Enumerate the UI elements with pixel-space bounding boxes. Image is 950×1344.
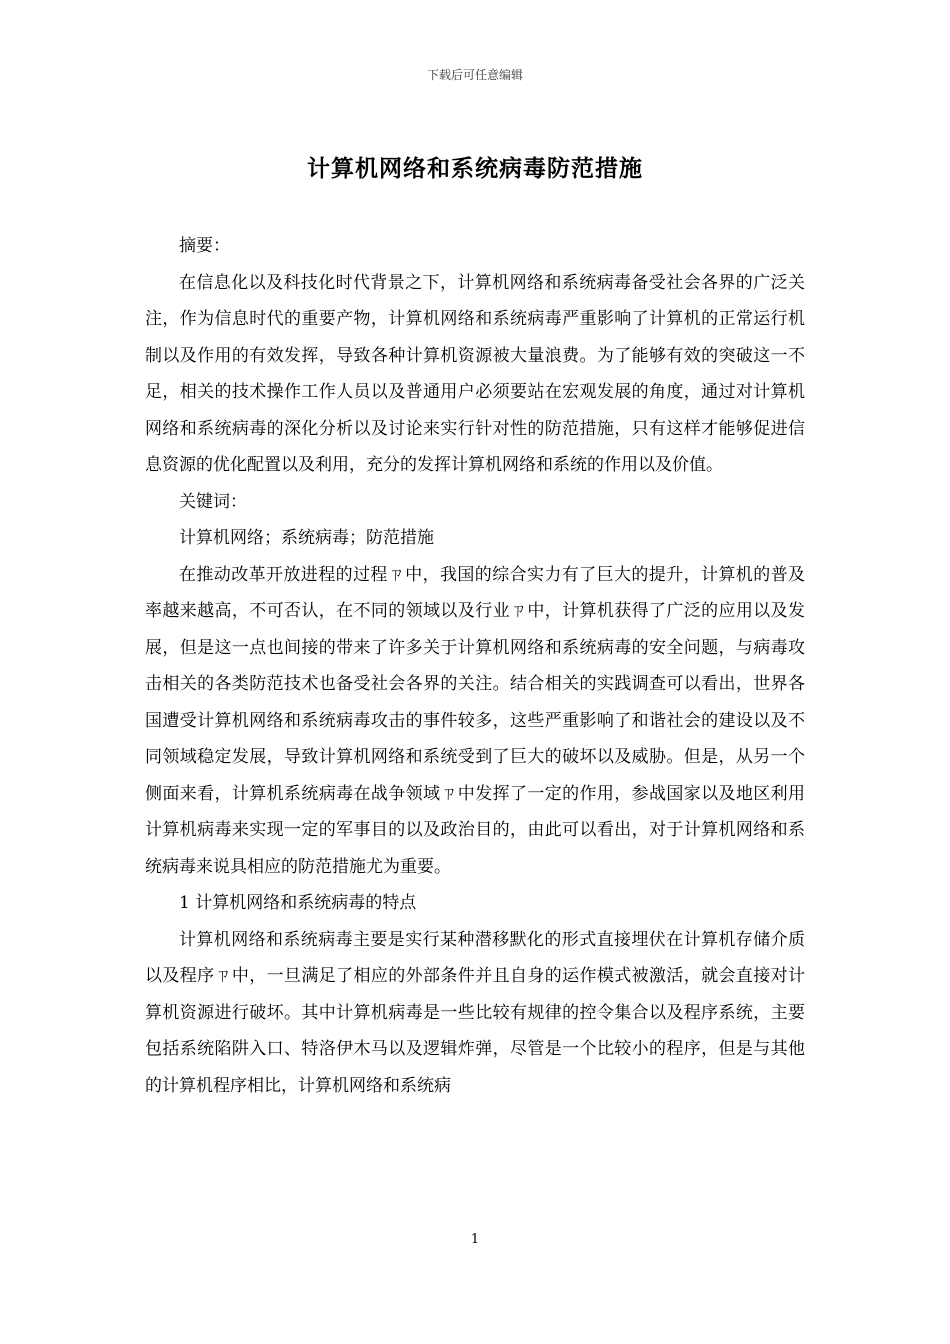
keywords-list: 计算机网络；系统病毒；防范措施	[179, 528, 434, 548]
section-paragraph: 计算机网络和系统病毒主要是实行某种潜移默化的形式直接埋伏在计算机存储介质以及程序ㄗ中，一旦满足了相应的外部条件并且自身的运作模式被激活，就会直接对计算机资源进行破坏。其中计算机病毒是一些比较有规律的控令集合以及程序系统，主要包括系统陷阱入口、特洛伊木马以及逻辑炸弹，尽管是一个比较小的程序，但是与其他的计算机程序相比，计算机网络和系统病	[145, 929, 805, 1096]
intro-paragraph: 在推动改革开放进程的过程ㄗ中，我国的综合实力有了巨大的提升，计算机的普及率越来越高，不可否认，在不同的领域以及行业ㄗ中，计算机获得了广泛的应用以及发展，但是这一点也间接的带来了许多关于计算机网络和系统病毒的安全问题，与病毒攻击相关的各类防范技术也备受社会各界的关注。结合相关的实践调查可以看出，世界各国遭受计算机网络和系统病毒攻击的事件较多，这些严重影响了和谐社会的建设以及不同领域稳定发展，导致计算机网络和系统受到了巨大的破坏以及威胁。但是，从另一个侧面来看，计算机系统病毒在战争领域ㄗ中发挥了一定的作用，参战国家以及地区利用计算机病毒来实现一定的军事目的以及政治目的，由此可以看出，对于计算机网络和系统病毒来说具相应的防范措施尤为重要。	[145, 564, 805, 877]
section-heading: 1 计算机网络和系统病毒的特点	[179, 893, 417, 913]
document-title: 计算机网络和系统病毒防范措施	[307, 155, 643, 182]
page-number: 1	[470, 1232, 480, 1247]
keywords-label: 关键词：	[179, 491, 247, 512]
page-header: 下载后可任意编辑	[426, 68, 523, 82]
abstract-paragraph: 在信息化以及科技化时代背景之下，计算机网络和系统病毒备受社会各界的广泛关注，作为信息时代的重要产物，计算机网络和系统病毒严重影响了计算机的正常运行机制以及作用的有效发挥，导致各种计算机资源被大量浪费。为了能够有效的突破这一不足，相关的技术操作工作人员以及普通用户必须要站在宏观发展的角度，通过对计算机网络和系统病毒的深化分析以及讨论来实行针对性的防范措施，只有这样才能够促进信息资源的优化配置以及利用，充分的发挥计算机网络和系统的作用以及价值。	[145, 272, 805, 475]
document-body	[145, 228, 805, 1104]
abstract-label: 摘要：	[179, 236, 230, 256]
